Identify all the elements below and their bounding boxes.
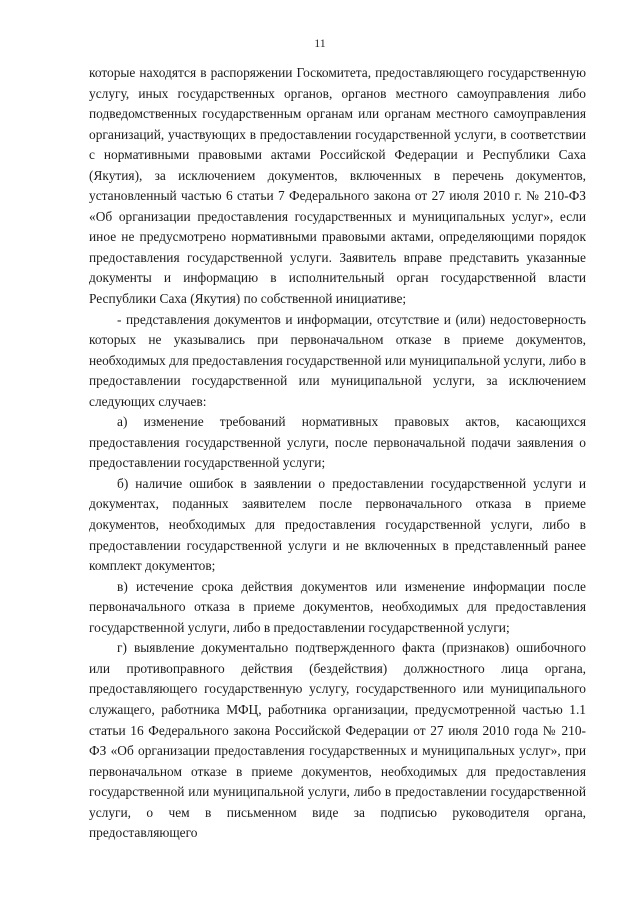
paragraph: которые находятся в распоряжении Госкомитета, предоставляющего государственную услугу, иных государственных органов, органов местного самоуправления либо подведомственных государственным органам или органам местного самоуправления организаций, участвующих в предоставлении государственной услуги, в соответствии с нормативными правовыми актами Российской Федерации и Республики Саха (Якутия), за исключением документов, включенных в перечень документов, установленный частью 6 статьи 7 Федерального закона от 27 июля 2010 г. № 210-ФЗ «Об организации предоставления государственных и муниципальных услуг», если иное не предусмотрено нормативными правовыми актами, определяющими порядок предоставления государственной услуги. Заявитель вправе представить указанные документы и информацию в исполнительный орган государственной власти Республики Саха (Якутия) по собственной инициативе;: [89, 65, 586, 307]
paragraph: г) выявление документально подтвержденного факта (признаков) ошибочного или противоправного действия (бездействия) должностного лица органа, предоставляющего государственную услугу, государственного или муниципального служащего, работника МФЦ, работника организации, предусмотренной частью 1.1 статьи 16 Федерального закона Российской Федерации от 27 июля 2010 года № 210-ФЗ «Об организации предоставления государственных и муниципальных услуг», при первоначальном отказе в приеме документов, необходимых для предоставления государственной или муниципальной услуги, либо в предоставлении государственной услуги, о чем в письменном виде за подписью руководителя органа, предоставляющего: [89, 640, 586, 841]
paragraph: а) изменение требований нормативных правовых актов, касающихся предоставления государственной услуги, после первоначальной подачи заявления о предоставлении государственной услуги;: [89, 414, 586, 471]
paragraph: б) наличие ошибок в заявлении о предоставлении государственной услуги и документах, поданных заявителем после первоначального отказа в приеме документов, необходимых для предоставления государственной услуги, либо в предоставлении государственной услуги и не включенных в представленный ранее комплект документов;: [89, 475, 586, 574]
paragraph: - представления документов и информации, отсутствие и (или) недостоверность которых не указывались при первоначальном отказе в приеме документов, необходимых для предоставления государственной или муниципальной услуги, либо в предоставлении государственной или муниципальной услуги, за исключением следующих случаев:: [89, 311, 586, 409]
page-number: 11: [314, 36, 326, 50]
document-body: [89, 63, 586, 844]
paragraph: в) истечение срока действия документов или изменение информации после первоначального отказа в приеме документов, необходимых для предоставления государственной услуги, либо в предоставлении государственной услуги;: [89, 578, 586, 635]
